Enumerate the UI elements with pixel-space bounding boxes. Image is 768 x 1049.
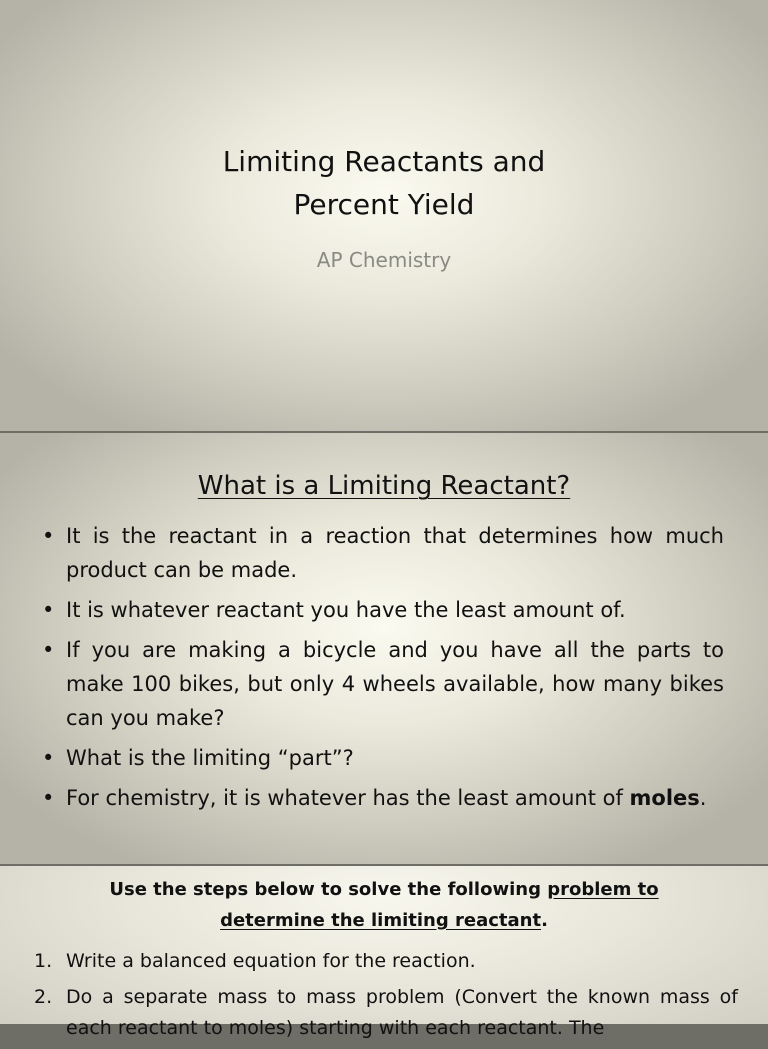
steps-slide bbox=[0, 866, 768, 1039]
bullet-dot-icon: • bbox=[42, 746, 55, 770]
bullet-list bbox=[40, 519, 724, 821]
bullet-text: For chemistry, it is whatever has the least amount of bbox=[66, 786, 630, 810]
step-number: 2. bbox=[34, 986, 53, 1008]
bullet-item bbox=[40, 519, 724, 587]
slide-title bbox=[0, 140, 768, 226]
bullet-dot-icon: • bbox=[42, 786, 55, 810]
title-line-2: Percent Yield bbox=[293, 188, 475, 221]
bullet-item bbox=[40, 633, 724, 735]
limiting-reactant-slide bbox=[0, 433, 768, 864]
bullet-text: It is the reactant in a reaction that determines how much product can be made. bbox=[66, 524, 724, 582]
heading-suffix: . bbox=[541, 910, 548, 931]
bullet-text: If you are making a bicycle and you have all the parts to make 100 bikes, but only 4 wheels available, how many bikes can you make? bbox=[66, 638, 724, 730]
bullet-item bbox=[40, 781, 724, 815]
step-item bbox=[34, 982, 738, 1044]
step-text: Write a balanced equation for the reaction. bbox=[66, 950, 476, 972]
bullet-text: What is the limiting “part”? bbox=[66, 746, 354, 770]
slide-heading bbox=[0, 471, 768, 501]
bullet-item bbox=[40, 593, 724, 627]
bullet-dot-icon: • bbox=[42, 638, 55, 662]
steps-list bbox=[34, 946, 738, 1049]
slide-subtitle: AP Chemistry bbox=[316, 248, 452, 272]
title-line-1: Limiting Reactants and bbox=[222, 145, 546, 178]
step-number: 1. bbox=[34, 950, 53, 972]
slide-heading-text: What is a Limiting Reactant? bbox=[197, 471, 571, 501]
bullet-dot-icon: • bbox=[42, 524, 55, 548]
bullet-bold-text: moles bbox=[629, 786, 700, 810]
slide-heading bbox=[60, 874, 708, 936]
heading-prefix: Use the steps below to solve the following bbox=[109, 879, 548, 900]
bullet-item bbox=[40, 741, 724, 775]
heading-underlined-2: determine the limiting reactant bbox=[220, 910, 542, 931]
step-text: Do a separate mass to mass problem (Convert the known mass of each reactant to moles) starting with each reactant. The bbox=[66, 986, 738, 1039]
step-item bbox=[34, 946, 738, 977]
bullet-end-text: . bbox=[699, 786, 707, 810]
heading-underlined-1: problem to bbox=[547, 879, 659, 900]
bullet-text: It is whatever reactant you have the least amount of. bbox=[66, 598, 626, 622]
bullet-dot-icon: • bbox=[42, 598, 55, 622]
title-slide bbox=[0, 0, 768, 431]
